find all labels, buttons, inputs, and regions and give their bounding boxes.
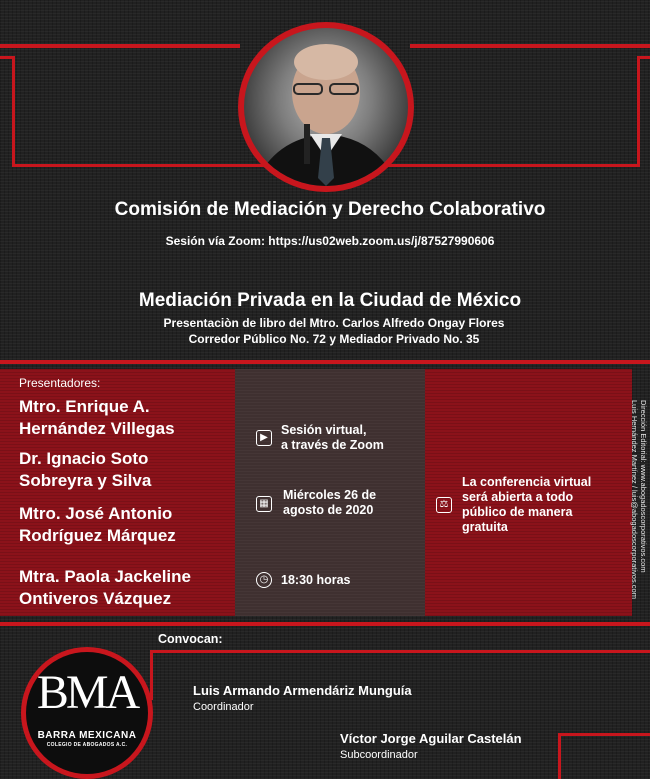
convocan-label: Convocan: bbox=[158, 632, 223, 646]
band-top-line bbox=[0, 360, 650, 364]
video-icon: ▶ bbox=[256, 430, 272, 446]
session-line1: Sesión virtual, bbox=[281, 423, 367, 437]
date-info bbox=[283, 488, 428, 518]
open-line2: será abierta a todo bbox=[462, 490, 574, 504]
editorial-credit-text bbox=[630, 400, 648, 610]
bma-logo-mark: BMA bbox=[36, 666, 138, 719]
date-line1: Miércoles 26 de bbox=[283, 488, 377, 502]
coordinator-name: Luis Armando Armendáriz Munguía bbox=[193, 683, 412, 698]
subcoordinator-name: Víctor Jorge Aguilar Castelán bbox=[340, 731, 522, 746]
left-frame-vertical bbox=[12, 56, 15, 166]
event-subtitle-1: Presentaciòn de libro del Mtro. Carlos Alfredo Ongay Flores bbox=[163, 316, 505, 330]
top-line-left bbox=[0, 44, 240, 48]
calendar-icon: ▦ bbox=[256, 496, 272, 512]
open-line3: público de manera bbox=[462, 505, 573, 519]
event-subtitle-2: Corredor Público No. 72 y Mediador Privado No. 35 bbox=[188, 332, 480, 346]
footer-line-top bbox=[150, 650, 650, 653]
left-frame-bottom bbox=[12, 164, 264, 167]
right-frame-vertical bbox=[637, 56, 640, 166]
open-line1: La conferencia virtual bbox=[462, 475, 592, 489]
subcoordinator bbox=[340, 731, 640, 762]
presenter-4 bbox=[19, 566, 234, 610]
presenter-3 bbox=[19, 503, 234, 547]
footer-line-diagonal bbox=[150, 650, 153, 700]
speaker-portrait bbox=[244, 28, 408, 186]
coordinator-role: Coordinador bbox=[193, 701, 254, 713]
presenter-2-line2: Sobreyra y Silva bbox=[19, 471, 152, 490]
presenter-2 bbox=[19, 448, 234, 492]
presenter-1 bbox=[19, 396, 234, 440]
clock-icon: ◷ bbox=[256, 572, 272, 588]
coordinator bbox=[193, 683, 513, 714]
time-info: 18:30 horas bbox=[281, 573, 351, 587]
presenter-1-line2: Hernández Villegas bbox=[19, 419, 175, 438]
right-frame-bottom bbox=[388, 164, 640, 167]
bma-logo-sub: COLEGIO DE ABOGADOS A.C. bbox=[46, 742, 128, 748]
event-title: Mediación Privada en la Ciudad de México bbox=[138, 290, 522, 311]
date-line2: agosto de 2020 bbox=[283, 503, 374, 517]
presenter-4-line2: Ontiveros Vázquez bbox=[19, 589, 172, 608]
zoom-session-link[interactable]: Sesión vía Zoom: https://us02web.zoom.us/j/87527990606 bbox=[165, 234, 495, 248]
presenter-3-line1: Mtro. José Antonio bbox=[19, 504, 173, 523]
open-line4: gratuita bbox=[462, 520, 508, 534]
presenter-2-line1: Dr. Ignacio Soto bbox=[19, 449, 149, 468]
bma-logo-name: BARRA MEXICANA bbox=[37, 730, 137, 741]
subcoordinator-role: Subcoordinador bbox=[340, 749, 418, 761]
credit-line2: Luis Hernández Martínez / luis@abogadoscorporativos.com bbox=[630, 400, 639, 599]
session-line2: a través de Zoom bbox=[281, 438, 384, 452]
scales-icon: ⚖ bbox=[436, 497, 452, 513]
presenter-3-line2: Rodríguez Márquez bbox=[19, 526, 176, 545]
credit-line1: Dirección Editorial: www.abogadoscorporativos.com bbox=[639, 400, 648, 573]
session-info bbox=[281, 423, 426, 453]
editorial-credit bbox=[630, 400, 650, 610]
presenters-heading: Presentadores: bbox=[19, 376, 101, 390]
speaker-silhouette bbox=[244, 28, 408, 186]
presenter-4-line1: Mtra. Paola Jackeline bbox=[19, 567, 191, 586]
top-line-right bbox=[410, 44, 650, 48]
left-frame-top bbox=[0, 56, 12, 59]
presenter-1-line1: Mtro. Enrique A. bbox=[19, 397, 150, 416]
commission-title: Comisión de Mediación y Derecho Colaborativo bbox=[114, 199, 546, 220]
open-access-info bbox=[462, 475, 627, 535]
right-frame-top bbox=[640, 56, 650, 59]
band-bottom-line bbox=[0, 622, 650, 626]
